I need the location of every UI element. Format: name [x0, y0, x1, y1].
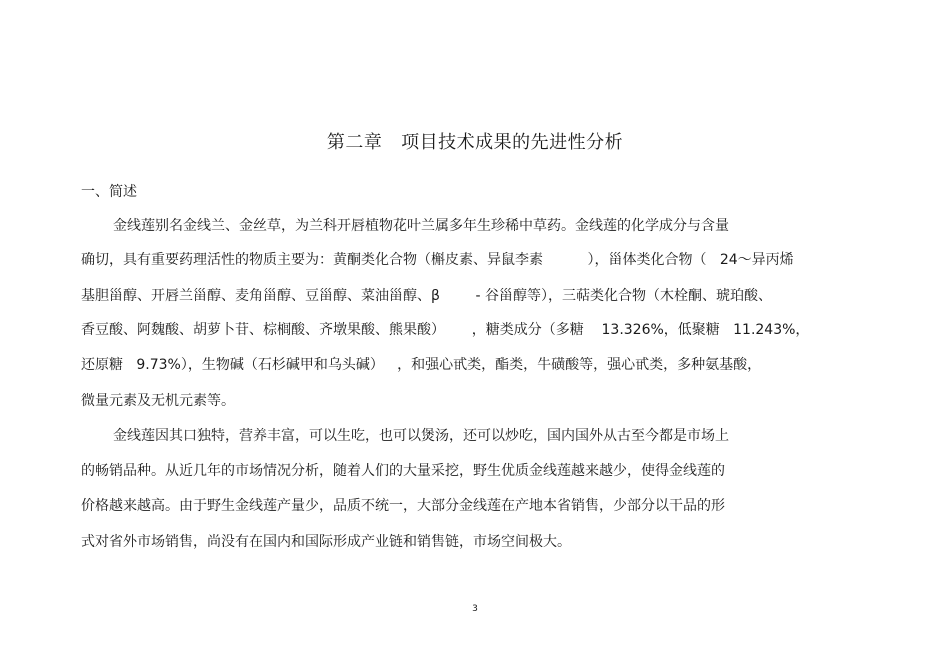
paragraph-1-line-1: 金线莲别名金线兰、金丝草，为兰科开唇植物花叶兰属多年生珍稀中草药。金线莲的化学成分与含量: [113, 218, 729, 234]
paragraph-2-line-3: 价格越来越高。由于野生金线莲产量少，品质不统一，大部分金线莲在产地本省销售，少部分以干品的形: [81, 498, 725, 514]
paragraph-1-line-2: 确切，具有重要药理活性的物质主要为：黄酮类化合物（槲皮素、异鼠李素 ），甾体类化合物（ 24～异丙烯: [81, 252, 794, 268]
paragraph-2-line-2: 的畅销品种。从近几年的市场情况分析，随着人们的大量采挖，野生优质金线莲越来越少，使得金线莲的: [81, 463, 725, 479]
section-heading: 一、简述: [81, 184, 137, 200]
page-number: 3: [472, 604, 478, 614]
paragraph-1-line-6: 微量元素及无机元素等。: [81, 393, 235, 409]
chapter-title: 第二章 项目技术成果的先进性分析: [326, 132, 624, 153]
paragraph-2-line-4: 式对省外市场销售，尚没有在国内和国际形成产业链和销售链，市场空间极大。: [81, 534, 571, 550]
paragraph-1-line-3: 基胆甾醇、开唇兰甾醇、麦角甾醇、豆甾醇、菜油甾醇、β - 谷甾醇等），三萜类化合物（木栓酮、琥珀酸、: [81, 288, 773, 304]
paragraph-2-line-1: 金线莲因其口独特，营养丰富，可以生吃，也可以煲汤，还可以炒吃，国内国外从古至今都是市场上: [113, 428, 729, 444]
paragraph-1-line-4: 香豆酸、阿魏酸、胡萝卜苷、棕榈酸、齐墩果酸、熊果酸） ，糖类成分（多糖 13.326%，低聚糖 11.243%，: [81, 322, 810, 338]
paragraph-1-line-5: 还原糖 9.73%），生物碱（石杉碱甲和乌头碱） ，和强心甙类，酯类，牛磺酸等，强心甙类，多种氨基酸，: [81, 357, 762, 373]
